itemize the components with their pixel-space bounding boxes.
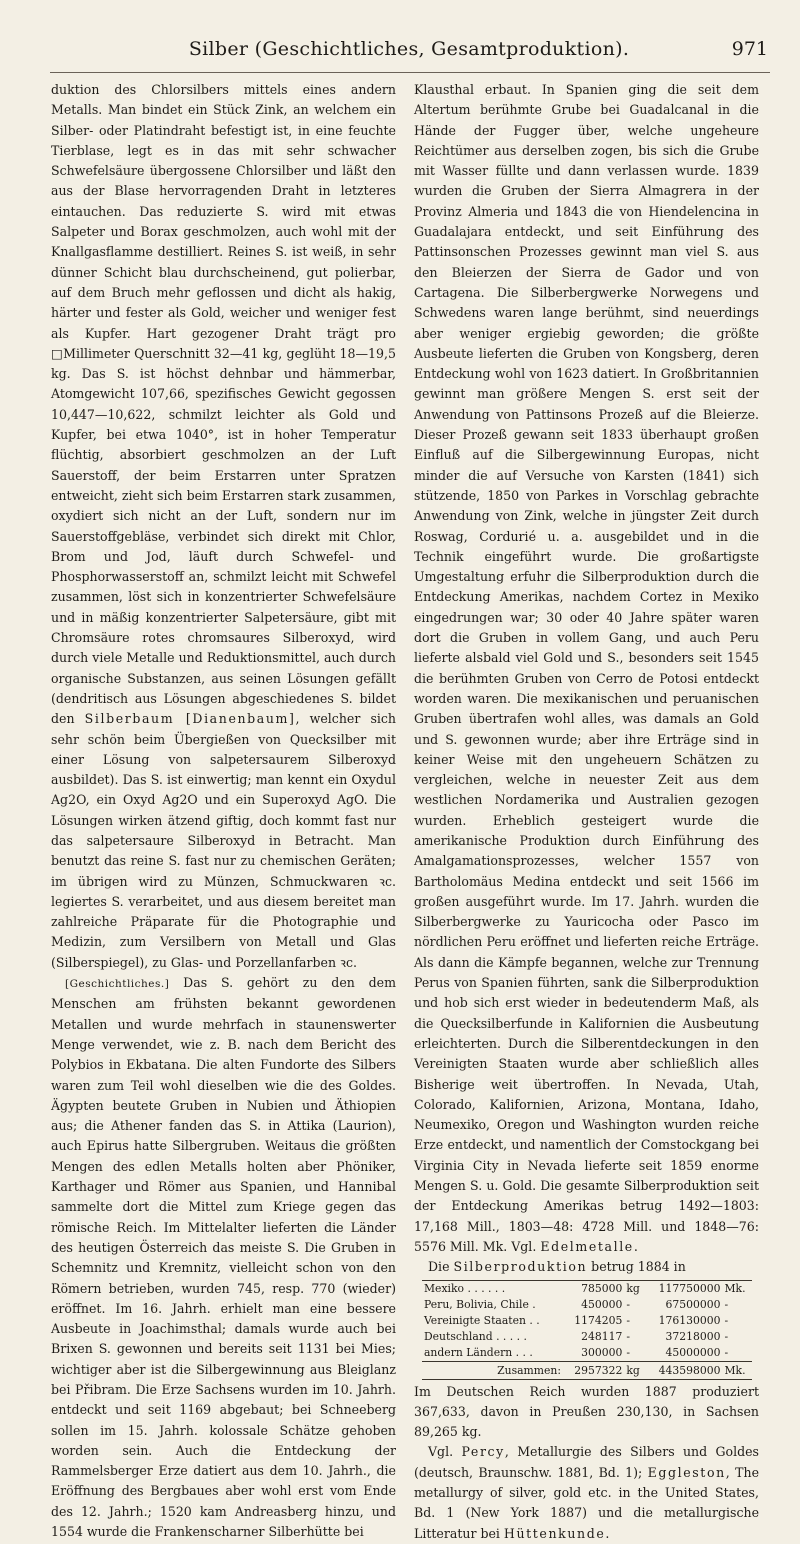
mk-cell: 176130000 bbox=[658, 1313, 721, 1327]
country-cell: andern Ländern . . . bbox=[424, 1345, 533, 1359]
mk-cell: 67500000 bbox=[665, 1297, 721, 1311]
sum-mkunit: Mk. bbox=[723, 1361, 753, 1379]
left-column bbox=[51, 80, 396, 1542]
production-table-box bbox=[422, 1280, 752, 1380]
text-segment: , Metallurgie des Silbers und Goldes (deutsch, Braunschw. 1881, Bd. 1); bbox=[414, 1444, 759, 1480]
unit-cell: kg bbox=[626, 1281, 640, 1295]
text-segment: . bbox=[633, 1238, 638, 1254]
section-tag: [Geschichtliches.] bbox=[65, 978, 170, 991]
paragraph-history bbox=[51, 973, 396, 1542]
production-table bbox=[422, 1281, 752, 1379]
spaced-term: Silberproduktion bbox=[453, 1259, 588, 1275]
table-row bbox=[422, 1313, 752, 1329]
kg-cell: 785000 bbox=[581, 1281, 623, 1295]
text-segment: Klausthal erbaut. In Spanien ging die seit dem Altertum berühmte Grube bei Guadalcanal in die Hände der Fugger über, welche ungeheure Reichtümer aus derselben zogen, bis sich die Grube mit Wasser füllte und dann verlassen wurde. 1839 wurden die Gruben der Sierra Almagrera in der Provinz Almeria und 1843 die von Hiendelencina in Guadalajara entdeckt, und seit Einführung des Pattinsonschen Prozesses gewinnt man viel S. aus den Bleierzen der Sierra de Gador und von Cartagena. Die Silberbergwerke Norwegens und Schwedens waren lange berühmt, sind neuerdings aber weniger ergiebig geworden; die größte Ausbeute lieferten die Gruben von Kongsberg, deren Entdeckung wohl von 1623 datiert. In Großbritannien gewinnt man größere Mengen S. erst seit der Anwendung von Pattinsons Prozeß auf die Bleierze. Dieser Prozeß gewann seit 1833 überhaupt großen Einfluß auf die Silbergewinnung Europas, nicht minder die auf Versuche von Karsten (1841) sich stützende, 1850 von Parkes in Vorschlag gebrachte Anwendung von Zink, welche in jüngster Zeit durch Roswag, Cordurié u. a. ausgebildet und in die Technik eingeführt wurde. Die großartigste Umgestaltung erfuhr die Silberproduktion durch die Entdeckung Amerikas, nachdem Cortez in Mexiko eingedrungen war; 30 oder 40 Jahre später waren dort die Gruben in vollem Gang, und auch Peru lieferte alsbald viel Gold und S., besonders seit 1545 die berühmten Gruben von Cerro de Potosi entdeckt worden waren. Die mexikanischen und peruanischen Gruben übertrafen wohl alles, was damals an Gold und S. gewonnen wurde; aber ihre Erträge sind in keiner Weise mit den ungeheuern Schätzen zu vergleichen, welche in neuester Zeit aus dem westlichen Nordamerika und Australien gezogen wurden. Erheblich gesteigert wurde die amerikanische Produktion durch Einführung des Amalgamationsprozesses, welcher 1557 von Bartholomäus Medina entdeckt und seit 1566 im großen ausgeführt wurde. Im 17. Jahrh. wurden die Silberbergwerke zu Yauricocha oder Pasco im nördlichen Peru eröffnet und lieferten reiche Erträge. Als dann die Kämpfe begannen, welche zur Trennung Perus von Spanien führten, sank die Silberproduktion und hob sich erst wieder in bedeutenderm Maß, als die Quecksilberfunde in Kalifornien die Ausbeutung erleichterten. Durch die Silberentdeckungen in den Vereinigten Staaten wurde aber schließlich alles Bisherige weit übertroffen. In Nevada, Utah, Colorado, Kalifornien, Arizona, Montana, Idaho, Neumexiko, Oregon und Washington wurden reiche Erze entdeckt, und namentlich der Comstockgang bei Virginia City in Nevada lieferte seit 1859 enorme Mengen S. u. Gold. Die gesamte Silberproduktion seit der Entdeckung Amerikas betrug 1492—1803: 17,168 Mill., 1803—48: 4728 Mill. und 1848—76: 5576 Mill. Mk. Vgl. bbox=[414, 82, 759, 1254]
paragraph-history-cont bbox=[414, 80, 759, 1257]
mkunit-cell: - bbox=[724, 1313, 729, 1327]
kg-cell: 300000 bbox=[581, 1345, 623, 1359]
kg-cell: 450000 bbox=[581, 1297, 623, 1311]
page-number: 971 bbox=[731, 38, 768, 60]
spaced-term: Edelmetalle bbox=[540, 1238, 634, 1254]
header-rule bbox=[50, 72, 770, 73]
kg-cell: 1174205 bbox=[574, 1313, 623, 1327]
mkunit-cell: Mk. bbox=[724, 1281, 746, 1295]
unit-cell: - bbox=[626, 1297, 631, 1311]
country-cell: Mexiko . . . . . . bbox=[424, 1281, 506, 1295]
country-cell: Vereinigte Staaten . . bbox=[424, 1313, 540, 1327]
country-cell: Deutschland . . . . . bbox=[424, 1329, 527, 1343]
table-row bbox=[422, 1329, 752, 1345]
sum-kg: 2957322 bbox=[563, 1361, 624, 1379]
page-header bbox=[50, 38, 768, 68]
author-name: Eggleston bbox=[647, 1464, 726, 1480]
running-title: Silber (Geschichtliches, Gesamtproduktion). bbox=[188, 38, 630, 60]
text-segment: , welcher sich sehr schön beim Übergießen von Quecksilber mit einer Lösung von salpetersaurem Silberoxyd ausbildet). Das S. ist einwertig; man kennt ein Oxydul Ag2O, ein Oxyd Ag2O und ein Superoxyd AgO. Die Lösungen wirken ätzend giftig, doch kommt fast nur das salpetersaure Silberoxyd in Betracht. Man benutzt das reine S. fast nur zu chemischen Geräten; im übrigen wird zu Münzen, Schmuckwaren ꝛc. legiertes S. verarbeitet, und aus diesem bereitet man zahlreiche Präparate für die Photographie und Medizin, zum Versilbern von Metall und Glas (Silberspiegel), zu Glas- und Porzellanfarben ꝛc. bbox=[51, 711, 396, 970]
paragraph-production-intro bbox=[414, 1257, 759, 1277]
table-row bbox=[422, 1281, 752, 1297]
mkunit-cell: - bbox=[724, 1297, 729, 1311]
text-segment: . bbox=[605, 1525, 610, 1541]
kg-cell: 248117 bbox=[581, 1329, 623, 1343]
spaced-term: Silberbaum [Dianenbaum] bbox=[84, 711, 296, 727]
author-name: Percy bbox=[461, 1444, 505, 1460]
mk-cell: 37218000 bbox=[665, 1329, 721, 1343]
right-column bbox=[414, 80, 759, 1544]
country-cell: Peru, Bolivia, Chile . bbox=[424, 1297, 536, 1311]
unit-cell: - bbox=[626, 1345, 631, 1359]
spaced-term: Hüttenkunde bbox=[503, 1525, 606, 1541]
mkunit-cell: - bbox=[724, 1329, 729, 1343]
paragraph-references bbox=[414, 1442, 759, 1543]
table-sum-row bbox=[422, 1361, 752, 1379]
text-segment: Die bbox=[428, 1259, 450, 1275]
text-segment: Vgl. bbox=[428, 1444, 454, 1460]
text-segment: betrug 1884 in bbox=[587, 1259, 686, 1275]
text-segment: Das S. gehört zu den dem Menschen am frühsten bekannt gewordenen Metallen und wurde mehrfach in staunenswerter Menge verwendet, wie z. B. nach dem Bericht des Polybios in Ekbatana. Die alten Fundorte des Silbers waren zum Teil wohl dieselben wie die des Goldes. Ägypten beutete Gruben in Nubien und Äthiopien aus; die Athener fanden das S. in Attika (Laurion), auch Epirus hatte Silbergruben. Weitaus die größten Mengen des edlen Metalls holten aber Phöniker, Karthager und Römer aus Spanien, und Hannibal sammelte dort die Mittel zum Kriege gegen das römische Reich. Im Mittelalter lieferten die Länder des heutigen Österreich das meiste S. Die Gruben in Schemnitz und Kremnitz, vielleicht schon von den Römern betrieben, wurden 745, resp. 770 (wieder) eröffnet. Im 16. Jahrh. erhielt man eine bessere Ausbeute in Joachimsthal; damals wurde auch bei Brixen S. gewonnen und bereits seit 1131 bei Mies; wichtiger aber ist die Silbergewinnung aus Bleiglanz bei Přibram. Die Erze Sachsens wurden im 10. Jahrh. entdeckt und seit 1169 abgebaut; bei Schneeberg sollen im 15. Jahrh. kolossale Schätze gehoben worden sein. Auch die Entdeckung der Rammelsberger Erze datiert aus dem 10. Jahrh., die Eröffnung des Bergbaues aber wohl erst vom Ende des 12. Jahrh.; 1520 kam Andreasberg hinzu, und 1554 wurde die Frankenscharner Silberhütte bei bbox=[51, 975, 396, 1540]
mk-cell: 117750000 bbox=[658, 1281, 721, 1295]
table-row bbox=[422, 1297, 752, 1313]
sum-mk: 443598000 bbox=[645, 1361, 723, 1379]
unit-cell: - bbox=[626, 1313, 631, 1327]
unit-cell: - bbox=[626, 1329, 631, 1343]
mk-cell: 45000000 bbox=[665, 1345, 721, 1359]
sum-label: Zusammen: bbox=[422, 1361, 563, 1379]
mkunit-cell: - bbox=[724, 1345, 729, 1359]
table-row bbox=[422, 1345, 752, 1362]
sum-unit: kg bbox=[624, 1361, 645, 1379]
text-segment: duktion des Chlorsilbers mittels eines andern Metalls. Man bindet ein Stück Zink, an welchem ein Silber- oder Platindraht befestigt ist, in eine feuchte Tierblase, legt es in das mit sehr schwacher Schwefelsäure übergossene Chlorsilber und läßt den aus der Blase hervorragenden Draht in letzteres eintauchen. Das reduzierte S. wird mit etwas Salpeter und Borax geschmolzen, auch wohl mit der Knallgasflamme destilliert. Reines S. ist weiß, in sehr dünner Schicht blau durchscheinend, gut polierbar, auf dem Bruch mehr geflossen und dicht als hakig, härter und fester als Gold, weicher und weniger fest als Kupfer. Hart gezogener Draht trägt pro □Millimeter Querschnitt 32—41 kg, geglüht 18—19,5 kg. Das S. ist höchst dehnbar und hämmerbar, Atomgewicht 107,66, spezifisches Gewicht gegossen 10,447—10,622, schmilzt leichter als Gold und Kupfer, bei etwa 1040°, ist in hoher Temperatur flüchtig, absorbiert geschmolzen an der Luft Sauerstoff, der beim Erstarren unter Spratzen entweicht, zieht sich beim Erstarren stark zusammen, oxydiert sich nicht an der Luft, sondern nur im Sauerstoffgebläse, verbindet sich direkt mit Chlor, Brom und Jod, läuft durch Schwefel- und Phosphorwasserstoff an, schmilzt leicht mit Schwefel zusammen, löst sich in konzentrierter Schwefelsäure und in mäßig konzentrierter Salpetersäure, gibt mit Chromsäure rotes chromsaures Silberoxyd, wird durch viele Metalle und Reduktionsmittel, auch durch organische Substanzen, aus seinen Lösungen gefällt (dendritisch aus Lösungen abgeschiedenes S. bildet den bbox=[51, 82, 396, 727]
paragraph-germany: Im Deutschen Reich wurden 1887 produziert 367,633, davon in Preußen 230,130, in Sachsen 89,265 kg. bbox=[414, 1383, 759, 1440]
paragraph-properties bbox=[51, 80, 396, 973]
text-segment: , The metallurgy of silver, gold etc. in the United States, Bd. 1 (New York 1887) und die metallurgische Litteratur bei bbox=[414, 1464, 759, 1541]
